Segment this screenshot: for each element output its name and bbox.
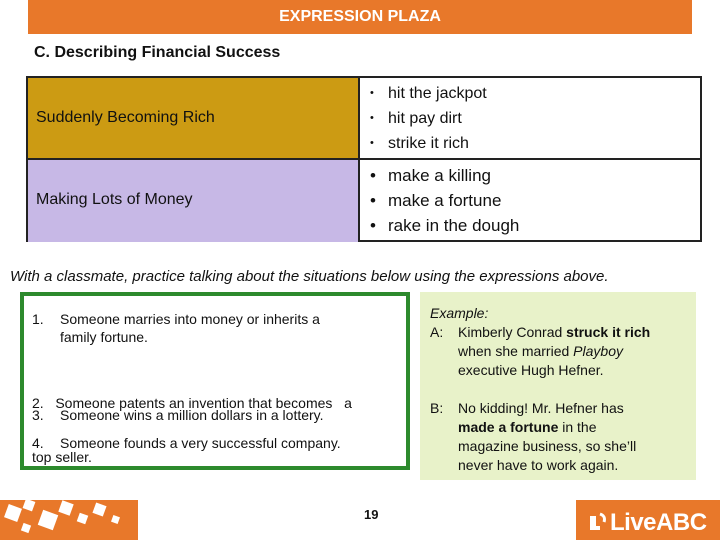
row-label-cell — [28, 78, 360, 158]
example-box — [420, 292, 696, 480]
example-b-label: B: — [430, 400, 444, 416]
situation-item: 1. Someone marries into money or inherits a family fortune. — [32, 311, 320, 345]
section-title: C. Describing Financial Success — [34, 44, 281, 61]
expression-list — [366, 163, 519, 238]
row-label: Suddenly Becoming Rich — [36, 109, 215, 126]
example-a-line1: Kimberly Conrad struck it rich — [458, 324, 651, 340]
expression-item: • hit the jackpot — [366, 81, 487, 106]
expression-item: • strike it rich — [366, 131, 487, 156]
situation-item: 4. Someone founds a very successful company. — [32, 435, 341, 451]
expression-item: • make a killing — [366, 163, 519, 188]
example-a-line3: executive Hugh Hefner. — [458, 362, 604, 378]
situations-box — [20, 292, 410, 470]
logo-text: LiveABC — [610, 509, 707, 536]
instruction-text: With a classmate, practice talking about the situations below using the expressions above. — [10, 268, 609, 285]
expression-item: • rake in the dough — [366, 213, 519, 238]
page-number: 19 — [364, 507, 379, 522]
expressions-cell — [360, 78, 700, 158]
example-b-line3: magazine business, so she’ll — [458, 438, 637, 454]
situation-item: 2. Someone patents an invention that becomes a top seller. — [32, 395, 352, 465]
table-row — [28, 78, 700, 158]
row-label-cell — [28, 160, 360, 242]
expression-item: • hit pay dirt — [366, 106, 487, 131]
expressions-cell — [360, 160, 700, 242]
example-a-label: A: — [430, 324, 444, 340]
footer-panel — [138, 500, 576, 540]
example-heading: Example: — [430, 305, 489, 321]
header-bar — [28, 0, 692, 34]
example-b-line2: made a fortune in the — [458, 419, 597, 435]
expressions-table — [26, 76, 702, 242]
expression-list — [366, 81, 487, 156]
example-b-line4: never have to work again. — [458, 457, 619, 473]
example-b-line1: No kidding! Mr. Hefner has — [458, 400, 624, 416]
example-a-line2: when she married Playboy — [458, 343, 623, 359]
table-row — [28, 158, 700, 242]
row-label: Making Lots of Money — [36, 191, 193, 208]
header-title: EXPRESSION PLAZA — [279, 8, 441, 25]
expression-item: • make a fortune — [366, 188, 519, 213]
liveabc-logo-icon — [586, 510, 608, 536]
situation-item: 3. Someone wins a million dollars in a lottery. — [32, 407, 324, 423]
